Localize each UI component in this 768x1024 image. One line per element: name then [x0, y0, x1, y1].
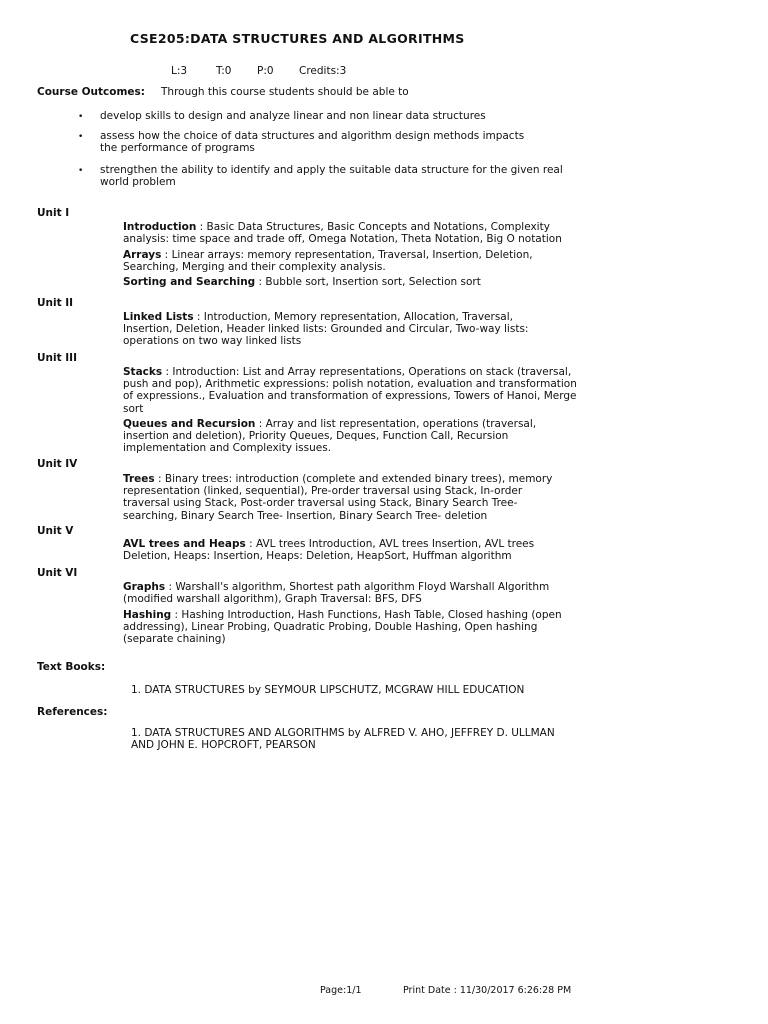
lecture-hours: L:3 [171, 65, 188, 77]
print-date: Print Date : 11/30/2017 6:26:28 PM [403, 985, 572, 996]
text-book-item: 1. DATA STRUCTURES by SEYMOUR LIPSCHUTZ, MCGRAW HILL EDUCATION [131, 684, 525, 696]
unit-topic: Arrays : Linear arrays: memory representation, Traversal, Insertion, Deletion, Searching, Merging and their complexity analysis. [123, 249, 533, 274]
course-title: CSE205:DATA STRUCTURES AND ALGORITHMS [130, 31, 465, 46]
outcome-item: strengthen the ability to identify and apply the suitable data structure for the given real world problem [100, 164, 563, 189]
unit-topic: Hashing : Hashing Introduction, Hash Functions, Hash Table, Closed hashing (open addressing), Linear Probing, Quadratic Probing, Double Hashing, Open hashing (separate chaining) [123, 609, 562, 646]
topic-heading: Hashing [123, 609, 172, 621]
unit-label: Unit IV [37, 458, 78, 470]
topic-heading: AVL trees and Heaps [123, 538, 246, 550]
topic-text: AVL trees Introduction, AVL trees Insertion, AVL trees Deletion, Heaps: Insertion, Heaps: Deletion, HeapSort, Huffman algorithm [123, 538, 535, 563]
page-number: Page:1/1 [320, 985, 362, 996]
unit-label: Unit III [37, 352, 77, 364]
text-books-label: Text Books: [37, 661, 106, 673]
unit-label: Unit I [37, 207, 70, 219]
topic-heading: Trees [123, 473, 155, 485]
topic-text: Warshall's algorithm, Shortest path algorithm Floyd Warshall Algorithm (modified warshall algorithm), Graph Traversal: BFS, DFS [123, 581, 550, 606]
practical-hours: P:0 [257, 65, 274, 77]
unit-topic: Queues and Recursion : Array and list representation, operations (traversal, insertion and deletion), Priority Queues, Deques, Function Call, Recursion implementation and Complexity issues. [123, 418, 537, 455]
reference-text-content: 1. DATA STRUCTURES AND ALGORITHMS by ALFRED V. AHO, JEFFREY D. ULLMAN AND JOHN E. HOPCROFT, PEARSON [131, 727, 555, 752]
unit-topic: Sorting and Searching : Bubble sort, Insertion sort, Selection sort [123, 276, 481, 288]
unit-label: Unit VI [37, 567, 78, 579]
unit-topic: Graphs : Warshall's algorithm, Shortest path algorithm Floyd Warshall Algorithm (modified warshall algorithm), Graph Traversal: BFS, DFS [123, 581, 550, 606]
unit-label: Unit II [37, 297, 74, 309]
course-outcomes-label: Course Outcomes: [37, 86, 145, 98]
unit-topic: Introduction : Basic Data Structures, Basic Concepts and Notations, Complexity analysis: time space and trade off, Omega Notation, Theta Notation, Big O notation [123, 221, 562, 246]
topic-heading: Queues and Recursion [123, 418, 256, 430]
topic-text: Basic Data Structures, Basic Concepts and Notations, Complexity analysis: time space and trade off, Omega Notation, Theta Notation, Big O notation [123, 221, 562, 246]
topic-text: Introduction, Memory representation, Allocation, Traversal, Insertion, Deletion, Header linked lists: Grounded and Circular, Two-way lists: operations on two way linked lists [123, 311, 529, 348]
course-outcomes-intro: Through this course students should be able to [161, 86, 409, 98]
topic-heading: Graphs [123, 581, 166, 593]
bullet-icon: • [78, 112, 84, 122]
topic-text: Hashing Introduction, Hash Functions, Hash Table, Closed hashing (open addressing), Linear Probing, Quadratic Probing, Double Hashing, Open hashing (separate chaining) [123, 609, 562, 646]
topic-text: Binary trees: introduction (complete and extended binary trees), memory representation (linked, sequential), Pre-order traversal using Stack, In-order traversal using Stack, Post-order traversal using Stack, Binary Search Tree-searching, Binary Search Tree- Insertion, Binary Search Tree- deletion [123, 473, 553, 522]
credits: Credits:3 [299, 65, 347, 77]
topic-heading: Linked Lists [123, 311, 194, 323]
topic-text: Bubble sort, Insertion sort, Selection sort [265, 276, 481, 288]
reference-text [131, 727, 563, 751]
outcome-item: develop skills to design and analyze linear and non linear data structures [100, 110, 486, 122]
outcome-item: assess how the choice of data structures and algorithm design methods impacts the performance of programs [100, 130, 525, 155]
topic-heading: Sorting and Searching [123, 276, 256, 288]
bullet-icon: • [78, 132, 84, 142]
bullet-icon: • [78, 166, 84, 176]
unit-label: Unit V [37, 525, 74, 537]
unit-topic: Linked Lists : Introduction, Memory representation, Allocation, Traversal, Insertion, Deletion, Header linked lists: Grounded and Circular, Two-way lists: operations on two way linked lists [123, 311, 529, 348]
topic-text: Array and list representation, operations (traversal, insertion and deletion), Priority Queues, Deques, Function Call, Recursion implementation and Complexity issues. [123, 418, 537, 455]
topic-text: Introduction: List and Array representations, Operations on stack (traversal, push and pop), Arithmetic expressions: polish notation, evaluation and transformation of expressions., Evaluation and transformation of expressions, Towers of Hanoi, Merge sort [123, 366, 577, 415]
references-label: References: [37, 706, 108, 718]
topic-heading: Arrays [123, 249, 162, 261]
topic-heading: Stacks [123, 366, 163, 378]
topic-heading: Introduction [123, 221, 197, 233]
unit-topic: Stacks : Introduction: List and Array representations, Operations on stack (traversal, push and pop), Arithmetic expressions: polish notation, evaluation and transformation of expressions., Evaluation and transformation of expressions, Towers of Hanoi, Merge sort [123, 366, 577, 415]
tutorial-hours: T:0 [216, 65, 232, 77]
unit-topic: Trees : Binary trees: introduction (complete and extended binary trees), memory representation (linked, sequential), Pre-order traversal using Stack, In-order traversal using Stack, Post-order traversal using Stack, Binary Search Tree-searching, Binary Search Tree- Insertion, Binary Search Tree- deletion [123, 473, 553, 522]
topic-text: Linear arrays: memory representation, Traversal, Insertion, Deletion, Searching, Merging and their complexity analysis. [123, 249, 533, 274]
unit-topic: AVL trees and Heaps : AVL trees Introduction, AVL trees Insertion, AVL trees Deletion, Heaps: Insertion, Heaps: Deletion, HeapSort, Huffman algorithm [123, 538, 535, 563]
